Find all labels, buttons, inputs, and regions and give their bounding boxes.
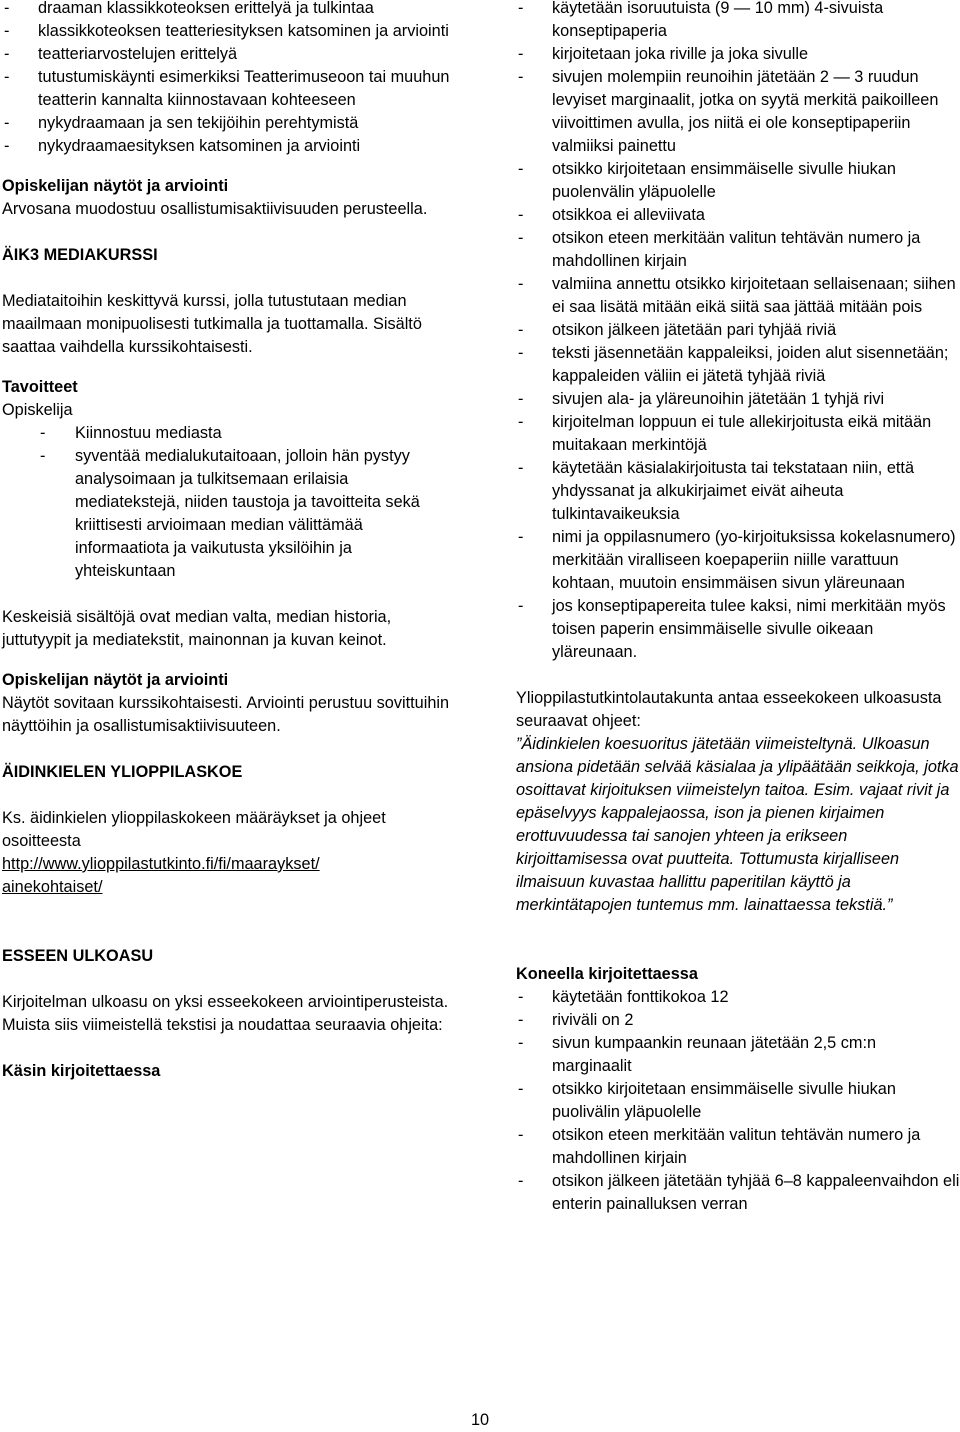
- list-item: - sivujen ala- ja yläreunoihin jätetään 1 tyhjä rivi: [516, 388, 960, 411]
- exam-link[interactable]: http://www.ylioppilastutkinto.fi/fi/maaraykset/: [2, 855, 320, 873]
- list-item: - teksti jäsennetään kappaleiksi, joiden alut sisennetään; kappaleiden väliin ei jätetä tyhjää riviä: [516, 342, 960, 388]
- list-item: - draaman klassikkoteoksen erittelyä ja tulkintaa: [2, 0, 454, 20]
- assessment-text: Näytöt sovitaan kurssikohtaisesti. Arviointi perustuu sovittuihin näyttöihin ja osallistumisaktiivisuuteen.: [2, 694, 450, 735]
- list-item: - sivujen molempiin reunoihin jätetään 2 — 3 ruudun levyiset marginaalit, jotka on syytä merkitä paikoilleen viivoittimen avulla, jos niitä ei ole konseptipaperiin valmiiksi painettu: [516, 66, 960, 158]
- page-number: 10: [470, 1411, 490, 1429]
- list-item: - käytetään käsialakirjoitusta tai tekstataan niin, että yhdyssanat ja alkukirjaimet eivät aiheuta tulkintavaikeuksia: [516, 457, 960, 526]
- list-item: - riviväli on 2: [516, 1009, 960, 1032]
- exam-link-continued[interactable]: ainekohtaiset/: [2, 878, 103, 896]
- list-item: - kirjoitelman loppuun ei tule allekirjoitusta eikä mitään muitakaan merkintöjä: [516, 411, 960, 457]
- list-item: - jos konseptipapereita tulee kaksi, nimi merkitään myös toisen paperin ensimmäiselle sivulle oikeaan yläreunaan.: [516, 595, 960, 664]
- assessment-heading: Opiskelijan näytöt ja arviointi: [2, 671, 229, 689]
- list-item: - käytetään fonttikokoa 12: [516, 986, 960, 1009]
- list-item: - otsikkoa ei alleviivata: [516, 204, 960, 227]
- exam-heading: ÄIDINKIELEN YLIOPPILASKOE: [2, 763, 243, 781]
- list-item: - otsikon jälkeen jätetään tyhjää 6–8 kappaleenvaihdon eli enterin painalluksen verran: [516, 1170, 960, 1216]
- machine-list: [516, 986, 960, 1216]
- course-heading: ÄIK3 MEDIAKURSSI: [2, 246, 158, 264]
- list-item: - otsikko kirjoitetaan ensimmäiselle sivulle hiukan puolivälin yläpuolelle: [516, 1078, 960, 1124]
- list-item: - otsikon jälkeen jätetään pari tyhjää riviä: [516, 319, 960, 342]
- list-item: - käytetään isoruutuista (9 — 10 mm) 4-sivuista konseptipaperia: [516, 0, 960, 43]
- list-item: - otsikko kirjoitetaan ensimmäiselle sivulle hiukan puolenvälin yläpuolelle: [516, 158, 960, 204]
- list-item: - nimi ja oppilasnumero (yo-kirjoituksissa kokelasnumero) merkitään viralliseen koepaperiin niille varattuun kohtaan, muutoin ensimmäisen sivun yläreunaan: [516, 526, 960, 595]
- assessment-text: Arvosana muodostuu osallistumisaktiivisuuden perusteella.: [2, 200, 428, 218]
- essay-text: Kirjoitelman ulkoasu on yksi esseekokeen arviointiperusteista. Muista siis viimeistellä tekstisi ja noudattaa seuraavia ohjeita:: [2, 993, 449, 1034]
- list-item: - otsikon eteen merkitään valitun tehtävän numero ja mahdollinen kirjain: [516, 1124, 960, 1170]
- list-item: - valmiina annettu otsikko kirjoitetaan sellaisenaan; siihen ei saa lisätä mitään eikä siitä saa jättää mitään pois: [516, 273, 960, 319]
- machine-heading: Koneella kirjoitettaessa: [516, 965, 698, 983]
- list-item: - nykydraamaan ja sen tekijöihin perehtymistä: [2, 112, 454, 135]
- goals-intro: Opiskelija: [2, 401, 73, 419]
- essay-heading: ESSEEN ULKOASU: [2, 947, 154, 965]
- board-quote: ”Äidinkielen koesuoritus jätetään viimeisteltynä. Ulkoasun ansiona pidetään selvää käsialaa ja ylipäätään seikkoja, jotka osoittavat kirjoituksen viimeistelyn taitoa. Esim. vajaat rivit ja epäselvyys kappalejaossa, ison ja pienen kirjaimen erottuvuudessa tai sanojen yhteen ja erikseen kirjoittamisessa ovat puutteita. Tottumusta kirjalliseen ilmaisuun kuvastaa hallittu paperitilan käyttö ja merkintätapojen tuntemus mm. lainattaessa tekstiä.”: [516, 735, 959, 914]
- list-item: - tutustumiskäynti esimerkiksi Teatterimuseoon tai muuhun teatterin kannalta kiinnostavaan kohteeseen: [2, 66, 454, 112]
- list-item: - kirjoitetaan joka riville ja joka sivulle: [516, 43, 960, 66]
- list-item: - syventää medialukutaitoaan, jolloin hän pystyy analysoimaan ja tulkitsemaan erilaisia mediatekstejä, niiden taustoja ja tavoitteita sekä kriittisesti arvioimaan median välittämää informaatiota ja vaikutusta yksilöihin ja yhteiskuntaan: [38, 445, 454, 583]
- list-item: - otsikon eteen merkitään valitun tehtävän numero ja mahdollinen kirjain: [516, 227, 960, 273]
- goals-list-wrapper: [2, 422, 454, 583]
- exam-text: Ks. äidinkielen ylioppilaskokeen määräykset ja ohjeet osoitteesta: [2, 809, 386, 850]
- goals-heading: Tavoitteet: [2, 378, 78, 396]
- left-column: [2, 0, 454, 1083]
- handwriting-list: [516, 0, 960, 664]
- board-intro: Ylioppilastutkintolautakunta antaa esseekokeen ulkoasusta seuraavat ohjeet:: [516, 689, 942, 730]
- content-text: Keskeisiä sisältöjä ovat median valta, median historia, juttutyypit ja mediatekstit, mainonnan ja kuvan keinot.: [2, 608, 392, 649]
- course-description: Mediataitoihin keskittyvä kurssi, jolla tutustutaan median maailmaan monipuolisesti tutkimalla ja tuottamalla. Sisältö saattaa vaihdella kurssikohtaisesti.: [2, 292, 422, 356]
- list-item: - klassikkoteoksen teatteriesityksen katsominen ja arviointi: [2, 20, 454, 43]
- list-item: - sivun kumpaankin reunaan jätetään 2,5 cm:n marginaalit: [516, 1032, 960, 1078]
- list-item: - nykydraamaesityksen katsominen ja arviointi: [2, 135, 454, 158]
- right-column: [516, 0, 960, 1216]
- goals-list: [38, 422, 454, 583]
- list-item: - teatteriarvostelujen erittelyä: [2, 43, 454, 66]
- course-activity-list: [2, 0, 454, 158]
- assessment-heading: Opiskelijan näytöt ja arviointi: [2, 177, 229, 195]
- handwriting-heading: Käsin kirjoitettaessa: [2, 1062, 161, 1080]
- list-item: - Kiinnostuu mediasta: [38, 422, 454, 445]
